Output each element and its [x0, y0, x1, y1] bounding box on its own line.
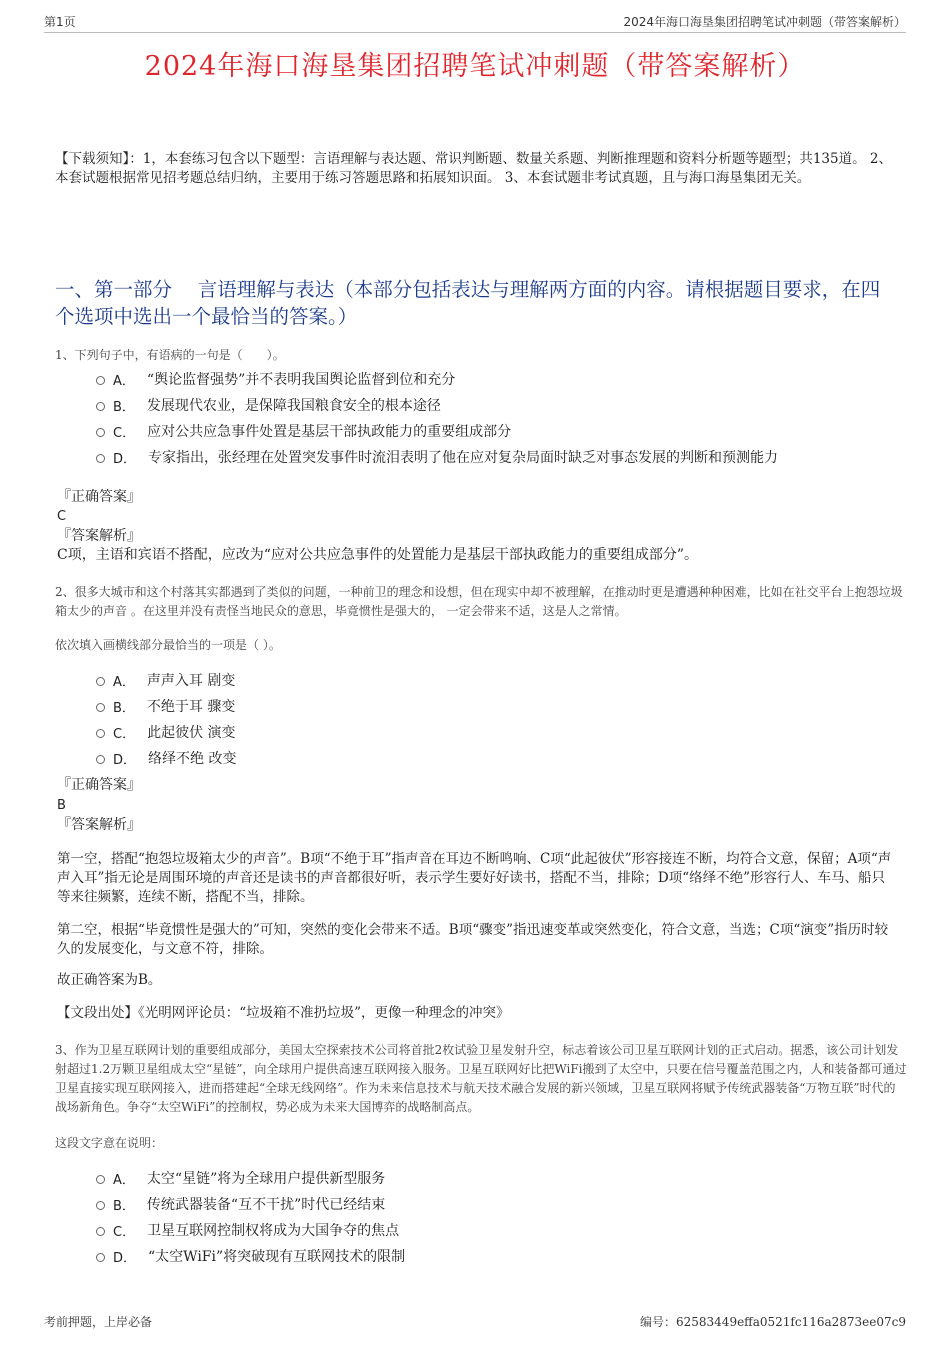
q3-stem: 3、作为卫星互联网计划的重要组成部分，美国太空探索技术公司将首批2枚试验卫星发射升空，标志着该公司卫星互联网计划的正式启动。据悉，该公司计划发射超过1.2万颗卫星组成太空“星链”，向全球用户提供高速互联网接入服务。卫星互联网好比把WiFi搬到了太空中，只要在信号覆盖范围之内，人和装备都可通过卫星直接实现互联网接入，进而搭建起“全球无线网络”。作为未来信息技术与航天技术融合发展的新兴领域，卫星互联网将赋予传统武器装备“万物互联”时代的战场新角色。争夺“太空WiFi”的控制权，势必成为未来大国博弈的战略制高点。 — [55, 1043, 907, 1114]
radio-icon[interactable] — [96, 376, 105, 385]
page-number: 第1页 — [44, 15, 76, 29]
q3-prompt: 这段文字意在说明： — [55, 1136, 164, 1150]
q2-option-b[interactable]: B． 不绝于耳 骤变 — [96, 693, 236, 719]
radio-icon[interactable] — [96, 1175, 105, 1184]
q1-option-b[interactable]: B． 发展现代农业，是保障我国粮食安全的根本途径 — [96, 392, 778, 418]
radio-icon[interactable] — [96, 428, 105, 437]
q3-option-b[interactable]: B． 传统武器装备“互不干扰”时代已经结束 — [96, 1191, 405, 1217]
q1-answer: C — [57, 509, 67, 524]
radio-icon[interactable] — [96, 1201, 105, 1210]
q2-option-d[interactable]: D． 络绎不绝 改变 — [96, 745, 236, 771]
q1-analysis-label: 『答案解析』 — [57, 528, 141, 544]
q2-stem: 2、很多大城市和这个村落其实都遇到了类似的问题，一种前卫的理念和设想，但在现实中却不被理解，在推动时更是遭遇种种困难，比如在社交平台上抱怨垃圾箱太少的声音 。在这里并没有责怪当地民众的意思，毕竟惯性是强大的， 一定会带来不适，这是人之常情。 — [55, 585, 903, 618]
radio-icon[interactable] — [96, 729, 105, 738]
q1-analysis: C项，主语和宾语不搭配，应改为“应对公共应急事件的处置能力是基层干部执政能力的重要组成部分”。 — [57, 547, 699, 563]
q2-answer: B — [57, 798, 66, 813]
q3-option-c[interactable]: C． 卫星互联网控制权将成为大国争夺的焦点 — [96, 1217, 405, 1243]
q2-analysis-paragraph-2: 第二空，根据“毕竟惯性是强大的”可知，突然的变化会带来不适。B项“骤变”指迅速变革或突然变化，符合文意，当选；C项“演变”指历时较久的发展变化，与文意不符，排除。 — [57, 922, 889, 957]
q1-answer-label: 『正确答案』 — [57, 489, 141, 505]
q2-analysis-label: 『答案解析』 — [57, 817, 141, 833]
q3-option-a[interactable]: A． 太空“星链”将为全球用户提供新型服务 — [96, 1165, 405, 1191]
q2-analysis-paragraph-1: 第一空，搭配“抱怨垃圾箱太少的声音”。B项“不绝于耳”指声音在耳边不断鸣响、C项“此起彼伏”形容接连不断，均符合文意，保留；A项“声声入耳”指无论是周围环境的声音还是读书的声音都很好听，表示学生要好好读书，搭配不当，排除；D项“络绎不绝”形容行人、车马、船只等来往频繁，连续不断，搭配不当，排除。 — [57, 851, 892, 905]
q1-option-d[interactable]: D． 专家指出，张经理在处置突发事件时流泪表明了他在应对复杂局面时缺乏对事态发展的判断和预测能力 — [96, 444, 778, 470]
radio-icon[interactable] — [96, 677, 105, 686]
footer-doc-id: 编号：62583449effa0521fc116a2873ee07c9 — [640, 1315, 906, 1329]
radio-icon[interactable] — [96, 1227, 105, 1236]
page-title: 2024年海口海垦集团招聘笔试冲刺题（带答案解析） — [144, 51, 806, 82]
section-title: 一、第一部分 言语理解与表达（本部分包括表达与理解两方面的内容。请根据题目要求，在四个选项中选出一个最恰当的答案。） — [55, 278, 881, 328]
q2-options — [96, 667, 236, 771]
q1-stem: 1、下列句子中，有语病的一句是（ ）。 — [55, 348, 285, 362]
radio-icon[interactable] — [96, 755, 105, 764]
radio-icon[interactable] — [96, 402, 105, 411]
header-divider — [44, 32, 906, 33]
q2-analysis-paragraph-3: 故正确答案为B。 — [57, 972, 162, 988]
q2-prompt: 依次填入画横线部分最恰当的一项是（ ）。 — [55, 638, 281, 652]
q1-options — [96, 366, 778, 470]
download-notice: 【下载须知】：1，本套练习包含以下题型：言语理解与表达题、常识判断题、数量关系题、判断推理题和资料分析题等题型；共135道。 2、本套试题根据常见招考题总结归纳，主要用于练习答题思路和拓展知识面。 3、本套试题非考试真题，且与海口海垦集团无关。 — [55, 151, 892, 186]
q1-option-a[interactable]: A． “舆论监督强势”并不表明我国舆论监督到位和充分 — [96, 366, 778, 392]
radio-icon[interactable] — [96, 1253, 105, 1262]
q3-option-d[interactable]: D． “太空WiFi”将突破现有互联网技术的限制 — [96, 1243, 405, 1269]
q2-option-a[interactable]: A． 声声入耳 剧变 — [96, 667, 236, 693]
q2-source: 【文段出处】《光明网评论员：“垃圾箱不准扔垃圾”，更像一种理念的冲突》 — [57, 1005, 510, 1021]
q3-options — [96, 1165, 405, 1269]
q2-answer-label: 『正确答案』 — [57, 777, 141, 793]
header-doc-name: 2024年海口海垦集团招聘笔试冲刺题（带答案解析） — [623, 15, 906, 29]
footer-slogan: 考前押题，上岸必备 — [44, 1315, 153, 1329]
q1-option-c[interactable]: C． 应对公共应急事件处置是基层干部执政能力的重要组成部分 — [96, 418, 778, 444]
q2-option-c[interactable]: C． 此起彼伏 演变 — [96, 719, 236, 745]
radio-icon[interactable] — [96, 454, 105, 463]
radio-icon[interactable] — [96, 703, 105, 712]
